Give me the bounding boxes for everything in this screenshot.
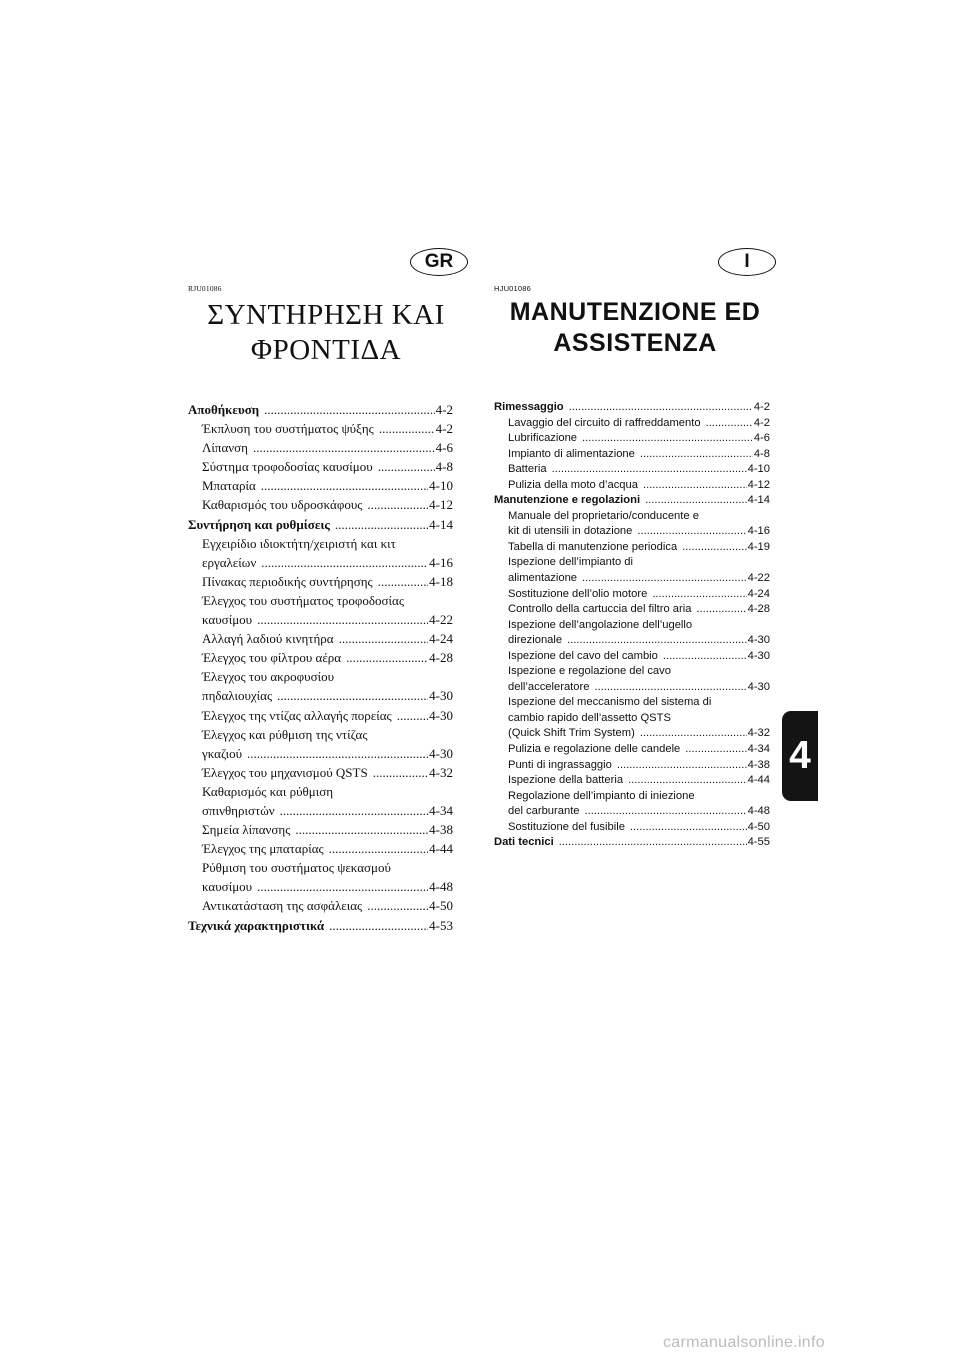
toc-entry xyxy=(188,839,453,858)
toc-leader-dots xyxy=(329,839,429,858)
toc-entry xyxy=(188,572,453,591)
toc-entry-title: Αντικατάσταση της ασφάλειας xyxy=(202,898,363,914)
toc-entry xyxy=(188,591,453,610)
toc-entry xyxy=(494,835,770,851)
toc-leader-dots xyxy=(277,686,428,705)
toc-entry xyxy=(494,820,770,836)
toc-leader-dots xyxy=(582,431,753,447)
toc-leader-dots xyxy=(643,478,747,494)
toc-entry-title: εργαλείων xyxy=(202,554,257,570)
toc-entry xyxy=(188,629,453,648)
toc-entry-title: direzionale xyxy=(508,634,563,647)
toc-entry-title: alimentazione xyxy=(508,572,578,585)
toc-entry-title: Έλεγχος του συστήματος τροφοδοσίας xyxy=(202,592,405,608)
title-line: ΦΡΟΝΤΙΔΑ xyxy=(250,334,402,367)
toc-entry-page: 4-2 xyxy=(753,401,770,413)
toc-leader-dots xyxy=(397,706,428,725)
toc-entry-page: 4-32 xyxy=(429,764,453,780)
toc-entry-title: dell’acceleratore xyxy=(508,680,590,693)
toc-leader-dots xyxy=(367,495,428,514)
toc-entry-title: Sostituzione del fusibile xyxy=(508,820,625,833)
toc-entry-title: Ρύθμιση του συστήματος ψεκασμού xyxy=(202,860,391,876)
toc-leader-dots xyxy=(295,820,428,839)
toc-leader-dots xyxy=(706,416,753,432)
toc-entry-title: kit di utensili in dotazione xyxy=(508,525,633,538)
toc-leader-dots xyxy=(378,572,428,591)
toc-entry-page: 4-44 xyxy=(429,841,453,857)
toc-entry-page: 4-53 xyxy=(429,917,453,933)
toc-entry xyxy=(494,571,770,587)
toc-leader-dots xyxy=(247,744,428,763)
toc-entry xyxy=(494,726,770,742)
toc-entry-page: 4-30 xyxy=(747,680,770,693)
toc-leader-dots xyxy=(617,758,747,774)
toc-entry xyxy=(188,534,453,553)
toc-leader-dots xyxy=(257,877,428,896)
toc-entry xyxy=(188,820,453,839)
toc-entry-title: Μπαταρία xyxy=(202,478,256,494)
toc-leader-dots xyxy=(696,602,746,618)
toc-entry xyxy=(188,400,453,419)
toc-entry-page: 4-16 xyxy=(747,525,770,538)
toc-entry xyxy=(494,400,770,416)
toc-entry xyxy=(188,457,453,476)
toc-leader-dots xyxy=(335,515,428,534)
toc-entry-title: καυσίμου xyxy=(202,612,253,628)
toc-entry xyxy=(494,711,770,727)
toc-entry xyxy=(494,431,770,447)
toc-entry-title: Regolazione dell’impianto di iniezione xyxy=(508,789,695,802)
toc-entry-title: Συντήρηση και ρυθμίσεις xyxy=(188,516,330,532)
toc-leader-dots xyxy=(640,447,753,463)
toc-entry xyxy=(188,763,453,782)
toc-entry-title: Έλεγχος του ακροφυσίου xyxy=(202,669,335,685)
toc-entry-title: Έλεγχος της ντίζας αλλαγής πορείας xyxy=(202,707,392,723)
toc-entry-title: Πίνακας περιοδικής συντήρησης xyxy=(202,573,373,589)
toc-entry-title: del carburante xyxy=(508,805,580,818)
toc-leader-dots xyxy=(652,587,746,603)
language-badge-gr: GR xyxy=(410,248,468,276)
toc-entry-page: 4-48 xyxy=(429,879,453,895)
toc-entry xyxy=(188,916,453,935)
toc-leader-dots xyxy=(628,773,747,789)
toc-entry xyxy=(494,555,770,571)
title-line: ΣΥΝΤΗΡΗΣΗ ΚΑΙ xyxy=(207,299,445,331)
toc-entry-title: Impianto di alimentazione xyxy=(508,447,635,460)
toc-entry xyxy=(188,553,453,572)
toc-entry-title: Λίπανση xyxy=(202,440,248,456)
toc-entry xyxy=(188,686,453,705)
toc-entry-page: 4-28 xyxy=(429,650,453,666)
toc-entry-page: 4-50 xyxy=(429,898,453,914)
toc-entry xyxy=(494,664,770,680)
toc-leader-dots xyxy=(685,742,746,758)
toc-leader-dots xyxy=(640,726,747,742)
toc-entry-title: Manuale del proprietario/conducente e xyxy=(508,509,699,522)
toc-entry-page: 4-10 xyxy=(747,463,770,476)
toc-leader-dots xyxy=(261,476,428,495)
section-code-it: HJU01086 xyxy=(494,284,532,293)
table-of-contents-it xyxy=(494,400,770,851)
toc-entry-page: 4-12 xyxy=(429,497,453,513)
table-of-contents-gr xyxy=(188,400,453,935)
toc-entry-page: 4-16 xyxy=(429,554,453,570)
toc-entry-page: 4-30 xyxy=(429,688,453,704)
toc-entry xyxy=(188,744,453,763)
toc-entry xyxy=(188,419,453,438)
toc-leader-dots xyxy=(637,524,746,540)
toc-entry xyxy=(494,602,770,618)
toc-entry xyxy=(188,667,453,686)
toc-entry xyxy=(494,695,770,711)
toc-entry-title: Καθαρισμός και ρύθμιση xyxy=(202,783,334,799)
toc-leader-dots xyxy=(682,540,746,556)
toc-entry-title: Ispezione e regolazione del cavo xyxy=(508,665,671,678)
toc-entry-title: γκαζιού xyxy=(202,745,243,761)
toc-entry-page: 4-18 xyxy=(429,573,453,589)
toc-entry-title: Dati tecnici xyxy=(494,836,554,849)
toc-entry-title: Pulizia e regolazione delle candele xyxy=(508,743,681,756)
toc-entry-page: 4-30 xyxy=(429,707,453,723)
toc-entry xyxy=(494,758,770,774)
toc-entry-page: 4-6 xyxy=(435,440,453,456)
toc-entry-title: Αλλαγή λαδιού κινητήρα xyxy=(202,631,334,647)
chapter-title-it xyxy=(494,297,776,358)
language-badge-it: I xyxy=(718,248,776,276)
toc-leader-dots xyxy=(367,896,428,915)
toc-entry-page: 4-38 xyxy=(429,822,453,838)
toc-leader-dots xyxy=(567,633,746,649)
toc-entry-title: Pulizia della moto d’acqua xyxy=(508,478,638,491)
toc-entry-title: Manutenzione e regolazioni xyxy=(494,494,641,507)
toc-entry-page: 4-30 xyxy=(747,649,770,662)
toc-entry-title: Controllo della cartuccia del filtro aria xyxy=(508,603,692,616)
toc-entry xyxy=(188,896,453,915)
toc-entry-page: 4-8 xyxy=(753,447,770,460)
toc-entry-page: 4-22 xyxy=(747,572,770,585)
toc-entry xyxy=(494,789,770,805)
section-code-gr: RJU01086 xyxy=(188,284,222,293)
toc-entry-title: Ispezione del meccanismo del sistema di xyxy=(508,696,712,709)
toc-entry-page: 4-44 xyxy=(747,774,770,787)
toc-leader-dots xyxy=(346,648,428,667)
toc-entry xyxy=(494,524,770,540)
toc-entry xyxy=(494,478,770,494)
toc-leader-dots xyxy=(569,400,753,416)
toc-entry-page: 4-24 xyxy=(429,631,453,647)
toc-entry-title: Batteria xyxy=(508,463,547,476)
toc-leader-dots xyxy=(645,493,747,509)
toc-entry-title: Lavaggio del circuito di raffreddamento xyxy=(508,416,701,429)
toc-entry xyxy=(494,680,770,696)
toc-entry-page: 4-8 xyxy=(435,459,453,475)
toc-entry xyxy=(188,476,453,495)
toc-entry-title: Punti di ingrassaggio xyxy=(508,758,612,771)
toc-leader-dots xyxy=(663,649,747,665)
toc-entry-page: 4-34 xyxy=(747,743,770,756)
toc-entry xyxy=(494,447,770,463)
toc-leader-dots xyxy=(280,801,429,820)
toc-entry xyxy=(494,462,770,478)
toc-leader-dots xyxy=(253,438,435,457)
toc-entry-title: Τεχνικά χαρακτηριστικά xyxy=(188,917,325,933)
toc-leader-dots xyxy=(339,629,429,648)
toc-entry-page: 4-10 xyxy=(429,478,453,494)
toc-entry-title: Lubrificazione xyxy=(508,432,578,445)
toc-entry-title: Ispezione del cavo del cambio xyxy=(508,649,658,662)
toc-leader-dots xyxy=(261,553,428,572)
toc-entry-title: σπινθηριστών xyxy=(202,802,275,818)
toc-entry-title: (Quick Shift Trim System) xyxy=(508,727,635,740)
title-line: MANUTENZIONE ED xyxy=(509,298,761,326)
toc-entry xyxy=(188,706,453,725)
toc-entry-page: 4-22 xyxy=(429,612,453,628)
toc-entry-page: 4-2 xyxy=(435,402,453,417)
toc-entry xyxy=(188,495,453,514)
toc-entry-page: 4-2 xyxy=(753,416,770,429)
toc-leader-dots xyxy=(552,462,747,478)
toc-entry-page: 4-32 xyxy=(747,727,770,740)
toc-entry-title: Σημεία λίπανσης xyxy=(202,822,291,838)
toc-entry xyxy=(188,515,453,534)
toc-leader-dots xyxy=(594,680,746,696)
toc-entry-page: 4-50 xyxy=(747,820,770,833)
title-line: ASSISTENZA xyxy=(553,328,717,357)
toc-entry xyxy=(494,509,770,525)
toc-entry xyxy=(494,540,770,556)
toc-leader-dots xyxy=(585,804,747,820)
toc-entry-page: 4-2 xyxy=(435,421,453,437)
toc-entry xyxy=(188,858,453,877)
toc-entry xyxy=(188,438,453,457)
toc-entry-page: 4-34 xyxy=(429,802,453,818)
toc-entry xyxy=(494,773,770,789)
toc-entry-page: 4-24 xyxy=(747,587,770,600)
toc-entry-title: Σύστημα τροφοδοσίας καυσίμου xyxy=(202,459,373,475)
toc-entry-page: 4-19 xyxy=(747,540,770,553)
watermark: carmanualsonline.info xyxy=(663,1334,825,1351)
toc-entry xyxy=(494,618,770,634)
chapter-title-gr xyxy=(188,298,464,369)
toc-leader-dots xyxy=(257,610,428,629)
toc-entry-page: 4-14 xyxy=(747,494,770,507)
toc-entry-page: 4-55 xyxy=(747,836,770,849)
toc-entry xyxy=(188,801,453,820)
toc-entry xyxy=(494,742,770,758)
toc-entry-title: καυσίμου xyxy=(202,879,253,895)
toc-entry-title: Αποθήκευση xyxy=(188,402,260,417)
toc-entry-title: Έλεγχος της μπαταρίας xyxy=(202,841,324,857)
toc-entry-title: Ispezione dell’impianto di xyxy=(508,556,634,569)
toc-entry-title: πηδαλιουχίας xyxy=(202,688,273,704)
toc-entry xyxy=(188,877,453,896)
toc-entry xyxy=(494,633,770,649)
toc-entry xyxy=(188,725,453,744)
toc-entry-title: Tabella di manutenzione periodica xyxy=(508,540,678,553)
toc-leader-dots xyxy=(378,457,435,476)
toc-entry-page: 4-30 xyxy=(747,634,770,647)
chapter-tab: 4 xyxy=(782,711,818,801)
toc-leader-dots xyxy=(630,820,747,836)
toc-entry-page: 4-30 xyxy=(429,745,453,761)
toc-entry-title: Έλεγχος του μηχανισμού QSTS xyxy=(202,764,368,780)
toc-entry-title: Rimessaggio xyxy=(494,401,564,413)
toc-entry-title: Έκπλυση του συστήματος ψύξης xyxy=(202,421,374,437)
toc-entry-title: Έλεγχος και ρύθμιση της ντίζας xyxy=(202,726,368,742)
toc-entry-page: 4-14 xyxy=(429,516,453,532)
toc-entry-title: Sostituzione dell’olio motore xyxy=(508,587,648,600)
toc-entry xyxy=(494,493,770,509)
toc-leader-dots xyxy=(329,916,428,935)
toc-leader-dots xyxy=(373,763,428,782)
toc-entry-title: Εγχειρίδιο ιδιοκτήτη/χειριστή και κιτ xyxy=(202,535,396,551)
toc-entry xyxy=(494,416,770,432)
toc-leader-dots xyxy=(582,571,747,587)
toc-leader-dots xyxy=(264,400,435,419)
toc-entry xyxy=(494,587,770,603)
toc-entry-title: Καθαρισμός του υδροσκάφους xyxy=(202,497,363,513)
toc-entry xyxy=(188,648,453,667)
toc-entry-title: Ispezione dell’angolazione dell’ugello xyxy=(508,618,693,631)
toc-entry-page: 4-28 xyxy=(747,603,770,616)
toc-entry-page: 4-48 xyxy=(747,805,770,818)
toc-entry-page: 4-6 xyxy=(753,432,770,445)
toc-entry xyxy=(188,782,453,801)
toc-entry xyxy=(494,649,770,665)
toc-entry-page: 4-12 xyxy=(747,478,770,491)
toc-entry xyxy=(188,610,453,629)
toc-entry-title: cambio rapido dell’assetto QSTS xyxy=(508,711,671,724)
toc-entry-title: Ispezione della batteria xyxy=(508,774,624,787)
toc-leader-dots xyxy=(559,835,747,851)
toc-entry-title: Έλεγχος του φίλτρου αέρα xyxy=(202,650,342,666)
toc-leader-dots xyxy=(379,419,435,438)
toc-entry xyxy=(494,804,770,820)
toc-entry-page: 4-38 xyxy=(747,758,770,771)
